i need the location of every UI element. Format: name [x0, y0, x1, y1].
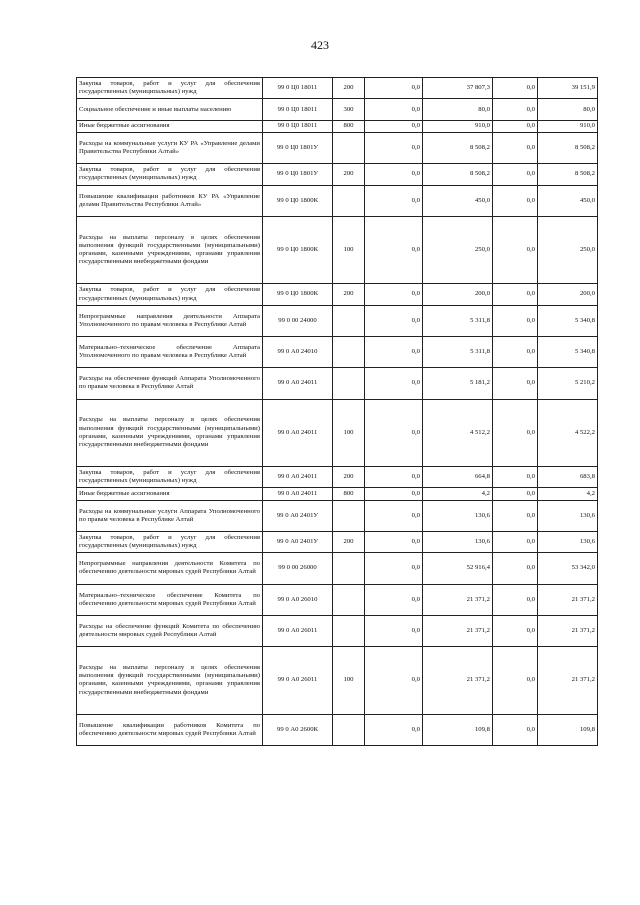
row-expense-type — [333, 500, 365, 531]
row-expense-type: 100 — [333, 216, 365, 283]
row-code: 99 0 00 26000 — [263, 553, 333, 584]
row-expense-type: 800 — [333, 488, 365, 500]
row-value-1: 0,0 — [365, 488, 423, 500]
row-expense-type: 200 — [333, 164, 365, 185]
table-row — [77, 99, 598, 120]
row-value-3: 0,0 — [493, 368, 538, 399]
row-value-4: 21 371,2 — [538, 584, 598, 615]
row-value-1: 0,0 — [365, 337, 423, 368]
row-code: 99 0 А0 24011 — [263, 368, 333, 399]
row-expense-type — [333, 615, 365, 646]
row-value-4: 250,0 — [538, 216, 598, 283]
budget-table — [76, 77, 598, 746]
table-row — [77, 647, 598, 714]
row-value-2: 21 371,2 — [423, 647, 493, 714]
row-name: Непрограммные направления деятельности Аппарата Уполномоченного по правам человека в Республике Алтай — [77, 305, 263, 336]
row-value-3: 0,0 — [493, 467, 538, 488]
row-value-4: 200,0 — [538, 284, 598, 305]
row-code: 99 0 Ц0 1800К — [263, 185, 333, 216]
row-value-3: 0,0 — [493, 99, 538, 120]
row-name: Иные бюджетные ассигнования — [77, 120, 263, 132]
row-value-1: 0,0 — [365, 531, 423, 552]
row-value-1: 0,0 — [365, 305, 423, 336]
row-value-4: 450,0 — [538, 185, 598, 216]
row-value-2: 4 512,2 — [423, 399, 493, 466]
row-code: 99 0 А0 24010 — [263, 337, 333, 368]
row-value-4: 21 371,2 — [538, 647, 598, 714]
table-row — [77, 185, 598, 216]
row-value-2: 8 508,2 — [423, 164, 493, 185]
row-name: Расходы на обеспечение функций Комитета по обеспечению деятельности мировых судей Республики Алтай — [77, 615, 263, 646]
row-code: 99 0 А0 2600К — [263, 714, 333, 745]
row-value-4: 130,6 — [538, 531, 598, 552]
row-expense-type: 100 — [333, 647, 365, 714]
row-value-3: 0,0 — [493, 305, 538, 336]
row-value-3: 0,0 — [493, 185, 538, 216]
row-value-4: 5 340,8 — [538, 337, 598, 368]
row-code: 99 0 Ц0 18011 — [263, 120, 333, 132]
row-name: Закупка товаров, работ и услуг для обеспечения государственных (муниципальных) нужд — [77, 531, 263, 552]
row-code: 99 0 А0 26011 — [263, 615, 333, 646]
row-code: 99 0 00 24000 — [263, 305, 333, 336]
row-name: Закупка товаров, работ и услуг для обеспечения государственных (муниципальных) нужд — [77, 467, 263, 488]
row-code: 99 0 Ц0 1800К — [263, 284, 333, 305]
row-code: 99 0 А0 24011 — [263, 399, 333, 466]
row-value-4: 683,8 — [538, 467, 598, 488]
row-code: 99 0 Ц0 1801У — [263, 164, 333, 185]
row-value-1: 0,0 — [365, 399, 423, 466]
row-value-3: 0,0 — [493, 647, 538, 714]
row-expense-type — [333, 584, 365, 615]
row-expense-type — [333, 132, 365, 163]
row-value-1: 0,0 — [365, 164, 423, 185]
row-name: Закупка товаров, работ и услуг для обеспечения государственных (муниципальных) нужд — [77, 164, 263, 185]
row-value-3: 0,0 — [493, 216, 538, 283]
row-code: 99 0 Ц0 18011 — [263, 78, 333, 99]
table-row — [77, 399, 598, 466]
row-value-1: 0,0 — [365, 467, 423, 488]
row-code: 99 0 А0 2401У — [263, 531, 333, 552]
row-code: 99 0 Ц0 1801У — [263, 132, 333, 163]
row-value-4: 21 371,2 — [538, 615, 598, 646]
row-value-3: 0,0 — [493, 584, 538, 615]
table-row — [77, 467, 598, 488]
row-name: Расходы на коммунальные услуги КУ РА «Управление делами Правительства Республики Алтай» — [77, 132, 263, 163]
row-name: Закупка товаров, работ и услуг для обеспечения государственных (муниципальных) нужд — [77, 78, 263, 99]
row-value-4: 109,8 — [538, 714, 598, 745]
table-row — [77, 714, 598, 745]
row-value-2: 4,2 — [423, 488, 493, 500]
row-expense-type: 100 — [333, 399, 365, 466]
table-row — [77, 531, 598, 552]
row-value-2: 21 371,2 — [423, 584, 493, 615]
row-value-1: 0,0 — [365, 647, 423, 714]
row-value-4: 80,0 — [538, 99, 598, 120]
row-value-2: 8 508,2 — [423, 132, 493, 163]
row-expense-type — [333, 368, 365, 399]
row-expense-type: 200 — [333, 78, 365, 99]
row-expense-type — [333, 553, 365, 584]
table-row — [77, 78, 598, 99]
table-row — [77, 132, 598, 163]
table-row — [77, 500, 598, 531]
row-value-2: 21 371,2 — [423, 615, 493, 646]
row-value-2: 109,8 — [423, 714, 493, 745]
row-value-2: 5 311,8 — [423, 305, 493, 336]
row-name: Непрограммные направления деятельности Комитета по обеспечению деятельности мировых судей Республики Алтай — [77, 553, 263, 584]
row-name: Закупка товаров, работ и услуг для обеспечения государственных (муниципальных) нужд — [77, 284, 263, 305]
row-value-3: 0,0 — [493, 337, 538, 368]
row-name: Расходы на выплаты персоналу в целях обеспечения выполнения функций государственными (муниципальными) органами, казенными учреждениями, органами управления государственными внебюджетными фондами — [77, 216, 263, 283]
row-value-3: 0,0 — [493, 284, 538, 305]
row-value-3: 0,0 — [493, 164, 538, 185]
row-value-3: 0,0 — [493, 488, 538, 500]
row-value-2: 250,0 — [423, 216, 493, 283]
row-name: Повышение квалификации работников КУ РА «Управление делами Правительства Республики Алтай» — [77, 185, 263, 216]
row-name: Материально–техническое обеспечение Аппарата Уполномоченного по правам человека в Республике Алтай — [77, 337, 263, 368]
row-code: 99 0 А0 24011 — [263, 467, 333, 488]
row-value-2: 200,0 — [423, 284, 493, 305]
row-value-1: 0,0 — [365, 553, 423, 584]
row-value-3: 0,0 — [493, 500, 538, 531]
table-row — [77, 584, 598, 615]
row-value-2: 664,8 — [423, 467, 493, 488]
row-code: 99 0 А0 2401У — [263, 500, 333, 531]
table-row — [77, 216, 598, 283]
row-value-1: 0,0 — [365, 120, 423, 132]
row-value-1: 0,0 — [365, 78, 423, 99]
row-value-4: 39 151,9 — [538, 78, 598, 99]
row-name: Расходы на коммунальные услуги Аппарата Уполномоченного по правам человека в Республике Алтай — [77, 500, 263, 531]
row-value-4: 5 340,8 — [538, 305, 598, 336]
table-row — [77, 120, 598, 132]
row-name: Расходы на выплаты персоналу в целях обеспечения выполнения функций государственными (муниципальными) органами, казенными учреждениями, органами управления государственными внебюджетными фондами — [77, 399, 263, 466]
row-name: Социальное обеспечение и иные выплаты населению — [77, 99, 263, 120]
table-row — [77, 368, 598, 399]
row-code: 99 0 Ц0 18011 — [263, 99, 333, 120]
row-value-4: 8 508,2 — [538, 164, 598, 185]
row-value-1: 0,0 — [365, 132, 423, 163]
row-value-1: 0,0 — [365, 500, 423, 531]
row-name: Повышение квалификации работников Комитета по обеспечению деятельности мировых судей Республики Алтай — [77, 714, 263, 745]
table-row — [77, 337, 598, 368]
row-value-2: 5 311,8 — [423, 337, 493, 368]
row-value-1: 0,0 — [365, 714, 423, 745]
table-row — [77, 615, 598, 646]
row-value-2: 80,0 — [423, 99, 493, 120]
row-expense-type — [333, 714, 365, 745]
row-expense-type: 200 — [333, 467, 365, 488]
row-value-4: 130,6 — [538, 500, 598, 531]
row-value-4: 8 508,2 — [538, 132, 598, 163]
row-value-4: 4 522,2 — [538, 399, 598, 466]
budget-table-body — [77, 78, 598, 746]
row-value-1: 0,0 — [365, 185, 423, 216]
row-value-3: 0,0 — [493, 120, 538, 132]
row-value-3: 0,0 — [493, 531, 538, 552]
row-value-4: 53 342,0 — [538, 553, 598, 584]
row-value-3: 0,0 — [493, 78, 538, 99]
row-expense-type: 300 — [333, 99, 365, 120]
table-row — [77, 488, 598, 500]
row-expense-type: 800 — [333, 120, 365, 132]
row-value-2: 130,6 — [423, 500, 493, 531]
row-value-2: 37 807,3 — [423, 78, 493, 99]
row-value-3: 0,0 — [493, 132, 538, 163]
row-value-1: 0,0 — [365, 615, 423, 646]
row-name: Материально–техническое обеспечение Комитета по обеспечению деятельности мировых судей Республики Алтай — [77, 584, 263, 615]
page-number: 423 — [311, 38, 329, 52]
row-value-1: 0,0 — [365, 284, 423, 305]
row-expense-type — [333, 337, 365, 368]
row-value-3: 0,0 — [493, 714, 538, 745]
row-value-1: 0,0 — [365, 368, 423, 399]
row-code: 99 0 А0 26010 — [263, 584, 333, 615]
table-row — [77, 553, 598, 584]
row-value-3: 0,0 — [493, 553, 538, 584]
row-expense-type — [333, 305, 365, 336]
row-value-1: 0,0 — [365, 99, 423, 120]
row-value-4: 4,2 — [538, 488, 598, 500]
table-row — [77, 305, 598, 336]
row-value-2: 5 181,2 — [423, 368, 493, 399]
row-code: 99 0 А0 26011 — [263, 647, 333, 714]
row-value-3: 0,0 — [493, 615, 538, 646]
table-row — [77, 284, 598, 305]
row-expense-type: 200 — [333, 531, 365, 552]
row-value-4: 910,0 — [538, 120, 598, 132]
row-value-2: 52 916,4 — [423, 553, 493, 584]
row-name: Иные бюджетные ассигнования — [77, 488, 263, 500]
row-value-2: 450,0 — [423, 185, 493, 216]
row-name: Расходы на выплаты персоналу в целях обеспечения выполнения функций государственными (муниципальными) органами, казенными учреждениями, органами управления государственными внебюджетными фондами — [77, 647, 263, 714]
row-value-2: 910,0 — [423, 120, 493, 132]
row-code: 99 0 Ц0 1800К — [263, 216, 333, 283]
row-value-1: 0,0 — [365, 584, 423, 615]
row-code: 99 0 А0 24011 — [263, 488, 333, 500]
table-row — [77, 164, 598, 185]
row-value-3: 0,0 — [493, 399, 538, 466]
row-value-4: 5 210,2 — [538, 368, 598, 399]
row-expense-type — [333, 185, 365, 216]
row-expense-type: 200 — [333, 284, 365, 305]
row-value-2: 130,6 — [423, 531, 493, 552]
row-name: Расходы на обеспечение функций Аппарата Уполномоченного по правам человека в Республике Алтай — [77, 368, 263, 399]
row-value-1: 0,0 — [365, 216, 423, 283]
